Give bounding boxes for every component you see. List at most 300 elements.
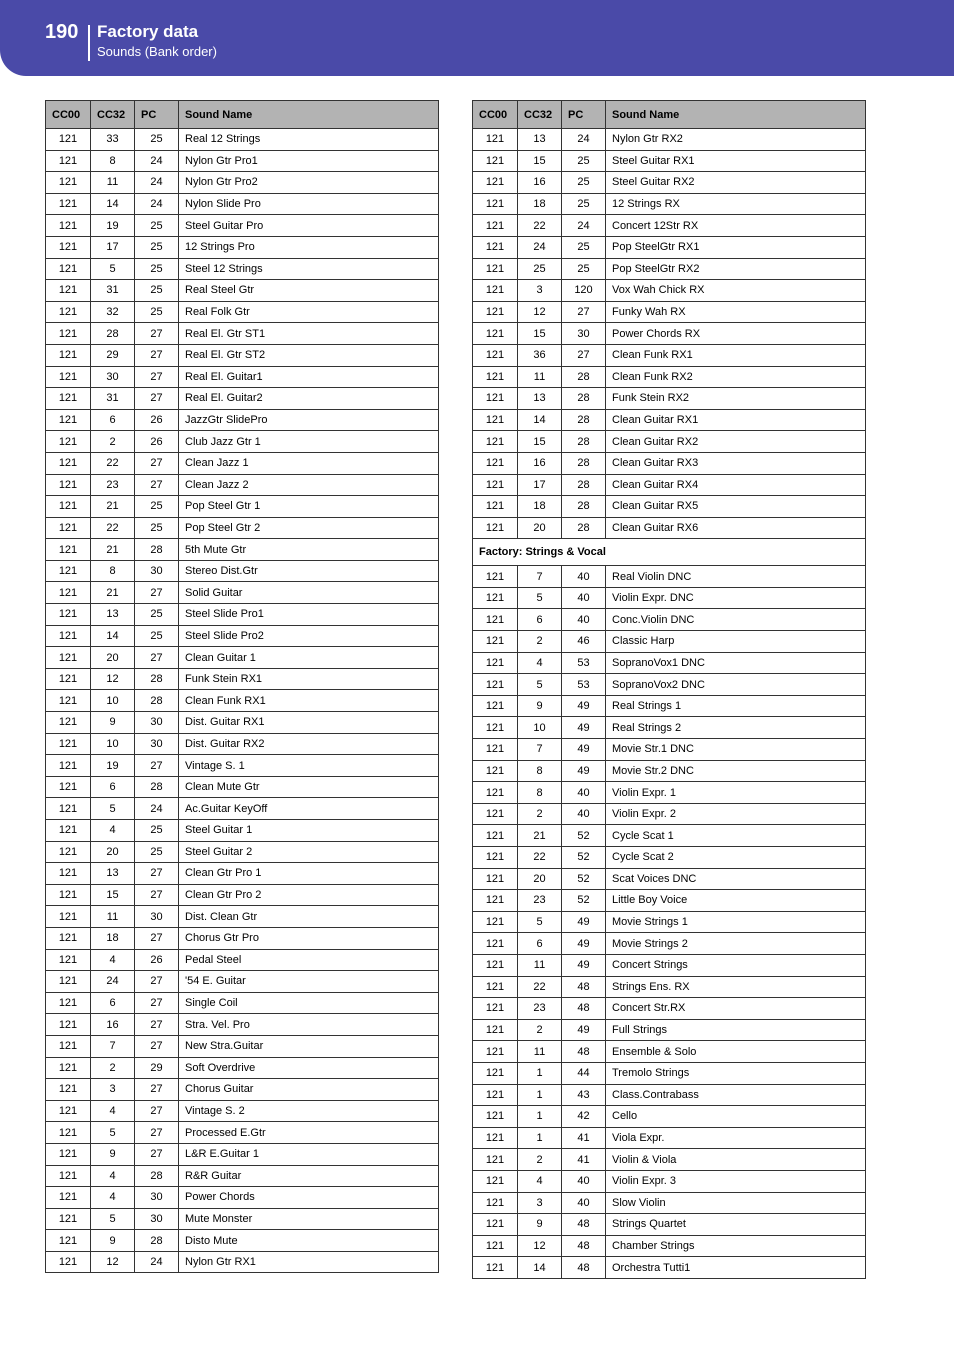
cell-pc: 27 — [135, 863, 179, 885]
table-row — [473, 1257, 866, 1279]
table-row — [473, 236, 866, 258]
cell-pc: 30 — [135, 733, 179, 755]
cell-pc: 48 — [562, 998, 606, 1020]
cell-cc00: 121 — [46, 1208, 91, 1230]
cell-cc00: 121 — [473, 1170, 518, 1192]
cell-sound-name: L&R E.Guitar 1 — [179, 1143, 439, 1165]
cell-sound-name: Funky Wah RX — [606, 301, 866, 323]
table-row — [46, 474, 439, 496]
cell-cc32: 4 — [91, 949, 135, 971]
cell-sound-name: Clean Guitar RX6 — [606, 517, 866, 539]
cell-sound-name: Movie Str.1 DNC — [606, 739, 866, 761]
cell-cc32: 5 — [91, 258, 135, 280]
page-title: Factory data — [97, 22, 199, 41]
cell-sound-name: Dist. Guitar RX1 — [179, 712, 439, 734]
table-row — [46, 1251, 439, 1273]
cell-sound-name: Movie Strings 2 — [606, 933, 866, 955]
cell-pc: 24 — [135, 798, 179, 820]
cell-cc00: 121 — [473, 674, 518, 696]
cell-cc00: 121 — [46, 1057, 91, 1079]
table-row — [473, 717, 866, 739]
cell-cc00: 121 — [473, 1084, 518, 1106]
cell-cc00: 121 — [46, 668, 91, 690]
cell-pc: 30 — [135, 712, 179, 734]
cell-cc00: 121 — [46, 150, 91, 172]
cell-cc00: 121 — [46, 863, 91, 885]
cell-pc: 40 — [562, 1170, 606, 1192]
cell-pc: 25 — [135, 625, 179, 647]
cell-sound-name: Dist. Guitar RX2 — [179, 733, 439, 755]
cell-pc: 25 — [135, 280, 179, 302]
table-row — [473, 587, 866, 609]
cell-cc32: 13 — [91, 863, 135, 885]
column-header-pc: PC — [562, 101, 606, 129]
table-row — [473, 1084, 866, 1106]
cell-sound-name: Clean Jazz 2 — [179, 474, 439, 496]
table-row — [473, 150, 866, 172]
table-row — [46, 560, 439, 582]
cell-cc00: 121 — [46, 301, 91, 323]
cell-cc00: 121 — [46, 1187, 91, 1209]
cell-cc00: 121 — [46, 690, 91, 712]
cell-pc: 40 — [562, 803, 606, 825]
cell-pc: 24 — [562, 215, 606, 237]
table-row — [46, 1187, 439, 1209]
table-row — [473, 193, 866, 215]
table-row — [473, 1192, 866, 1214]
cell-cc32: 12 — [91, 1251, 135, 1273]
cell-cc32: 5 — [518, 587, 562, 609]
table-row — [473, 998, 866, 1020]
cell-sound-name: Clean Jazz 1 — [179, 452, 439, 474]
cell-cc32: 1 — [518, 1084, 562, 1106]
cell-sound-name: Chorus Gtr Pro — [179, 927, 439, 949]
cell-cc32: 3 — [518, 280, 562, 302]
column-header-cc32: CC32 — [91, 101, 135, 129]
cell-cc32: 20 — [518, 868, 562, 890]
cell-cc32: 20 — [518, 517, 562, 539]
cell-pc: 27 — [135, 1122, 179, 1144]
table-row — [46, 431, 439, 453]
cell-pc: 25 — [562, 193, 606, 215]
cell-pc: 25 — [135, 215, 179, 237]
cell-cc00: 121 — [46, 992, 91, 1014]
cell-sound-name: Steel 12 Strings — [179, 258, 439, 280]
cell-cc32: 11 — [518, 366, 562, 388]
table-row — [473, 1149, 866, 1171]
cell-cc32: 6 — [518, 609, 562, 631]
cell-cc00: 121 — [473, 803, 518, 825]
cell-sound-name: Clean Funk RX2 — [606, 366, 866, 388]
cell-pc: 27 — [135, 323, 179, 345]
cell-cc32: 22 — [518, 215, 562, 237]
cell-pc: 28 — [135, 1165, 179, 1187]
cell-cc32: 2 — [518, 1149, 562, 1171]
cell-cc00: 121 — [473, 323, 518, 345]
cell-sound-name: Real Folk Gtr — [179, 301, 439, 323]
cell-cc00: 121 — [46, 971, 91, 993]
table-row — [473, 695, 866, 717]
cell-cc32: 31 — [91, 280, 135, 302]
cell-pc: 40 — [562, 609, 606, 631]
cell-cc32: 1 — [518, 1062, 562, 1084]
cell-pc: 27 — [562, 301, 606, 323]
table-row — [46, 236, 439, 258]
cell-pc: 30 — [135, 906, 179, 928]
cell-cc00: 121 — [46, 776, 91, 798]
cell-cc32: 13 — [91, 604, 135, 626]
cell-pc: 27 — [135, 1100, 179, 1122]
cell-cc32: 25 — [518, 258, 562, 280]
cell-pc: 46 — [562, 631, 606, 653]
cell-cc00: 121 — [46, 539, 91, 561]
cell-pc: 28 — [562, 517, 606, 539]
cell-cc00: 121 — [473, 976, 518, 998]
cell-sound-name: Slow Violin — [606, 1192, 866, 1214]
table-row — [46, 863, 439, 885]
cell-cc00: 121 — [473, 409, 518, 431]
cell-sound-name: Clean Funk RX1 — [606, 344, 866, 366]
cell-cc00: 121 — [473, 1214, 518, 1236]
table-row — [473, 847, 866, 869]
table-row — [473, 890, 866, 912]
category-row — [473, 539, 866, 566]
table-row — [46, 280, 439, 302]
cell-sound-name: R&R Guitar — [179, 1165, 439, 1187]
cell-sound-name: Clean Guitar 1 — [179, 647, 439, 669]
cell-cc00: 121 — [473, 1235, 518, 1257]
table-row — [46, 798, 439, 820]
cell-sound-name: Vox Wah Chick RX — [606, 280, 866, 302]
cell-cc00: 121 — [46, 1143, 91, 1165]
column-header-sound-name: Sound Name — [606, 101, 866, 129]
cell-pc: 40 — [562, 1192, 606, 1214]
cell-cc32: 5 — [91, 1208, 135, 1230]
table-row — [46, 625, 439, 647]
cell-pc: 27 — [135, 927, 179, 949]
cell-cc00: 121 — [46, 517, 91, 539]
cell-sound-name: Stra. Vel. Pro — [179, 1014, 439, 1036]
page-header — [0, 0, 954, 76]
cell-cc00: 121 — [46, 1014, 91, 1036]
cell-sound-name: Clean Gtr Pro 2 — [179, 884, 439, 906]
cell-sound-name: Violin & Viola — [606, 1149, 866, 1171]
cell-cc32: 9 — [518, 695, 562, 717]
table-row — [46, 949, 439, 971]
cell-cc00: 121 — [46, 1079, 91, 1101]
column-header-cc00: CC00 — [473, 101, 518, 129]
cell-pc: 48 — [562, 1041, 606, 1063]
cell-sound-name: Steel Guitar 1 — [179, 820, 439, 842]
cell-cc32: 6 — [91, 776, 135, 798]
cell-sound-name: Steel Guitar RX2 — [606, 172, 866, 194]
table-row — [46, 604, 439, 626]
cell-pc: 27 — [135, 884, 179, 906]
table-row — [473, 868, 866, 890]
cell-pc: 28 — [135, 539, 179, 561]
cell-pc: 41 — [562, 1149, 606, 1171]
cell-pc: 49 — [562, 911, 606, 933]
cell-cc00: 121 — [46, 452, 91, 474]
cell-cc00: 121 — [46, 604, 91, 626]
cell-cc00: 121 — [46, 474, 91, 496]
cell-cc32: 9 — [91, 1230, 135, 1252]
cell-sound-name: Funk Stein RX2 — [606, 388, 866, 410]
cell-cc32: 4 — [91, 1187, 135, 1209]
cell-cc32: 5 — [91, 798, 135, 820]
cell-cc00: 121 — [46, 647, 91, 669]
cell-pc: 28 — [135, 668, 179, 690]
table-row — [46, 647, 439, 669]
cell-sound-name: Real Steel Gtr — [179, 280, 439, 302]
cell-pc: 27 — [135, 755, 179, 777]
cell-cc00: 121 — [473, 587, 518, 609]
table-row — [46, 452, 439, 474]
cell-pc: 44 — [562, 1062, 606, 1084]
cell-sound-name: '54 E. Guitar — [179, 971, 439, 993]
cell-pc: 27 — [135, 452, 179, 474]
cell-pc: 28 — [562, 366, 606, 388]
cell-cc00: 121 — [473, 452, 518, 474]
cell-sound-name: Concert Strings — [606, 954, 866, 976]
table-row — [46, 366, 439, 388]
cell-cc00: 121 — [473, 193, 518, 215]
table-row — [46, 517, 439, 539]
cell-cc00: 121 — [473, 1257, 518, 1279]
cell-cc32: 6 — [91, 409, 135, 431]
cell-cc32: 5 — [518, 674, 562, 696]
cell-pc: 48 — [562, 1257, 606, 1279]
cell-sound-name: Funk Stein RX1 — [179, 668, 439, 690]
cell-pc: 30 — [562, 323, 606, 345]
cell-sound-name: Nylon Gtr Pro1 — [179, 150, 439, 172]
cell-cc32: 4 — [518, 652, 562, 674]
cell-sound-name: Power Chords — [179, 1187, 439, 1209]
table-row — [473, 344, 866, 366]
cell-sound-name: Single Coil — [179, 992, 439, 1014]
table-row — [46, 539, 439, 561]
cell-sound-name: Clean Funk RX1 — [179, 690, 439, 712]
cell-cc32: 15 — [91, 884, 135, 906]
table-row — [473, 803, 866, 825]
cell-sound-name: Real El. Gtr ST1 — [179, 323, 439, 345]
cell-pc: 27 — [135, 647, 179, 669]
cell-sound-name: Dist. Clean Gtr — [179, 906, 439, 928]
cell-pc: 49 — [562, 954, 606, 976]
cell-cc32: 5 — [518, 911, 562, 933]
table-row — [473, 474, 866, 496]
cell-cc32: 16 — [518, 452, 562, 474]
cell-pc: 28 — [562, 496, 606, 518]
cell-sound-name: Steel Slide Pro2 — [179, 625, 439, 647]
table-row — [46, 344, 439, 366]
cell-pc: 25 — [562, 172, 606, 194]
table-row — [46, 1079, 439, 1101]
cell-cc00: 121 — [46, 1165, 91, 1187]
cell-cc00: 121 — [46, 215, 91, 237]
table-row — [46, 733, 439, 755]
cell-cc32: 17 — [518, 474, 562, 496]
table-row — [46, 1057, 439, 1079]
cell-pc: 27 — [135, 1035, 179, 1057]
cell-cc32: 11 — [518, 954, 562, 976]
cell-sound-name: SopranoVox2 DNC — [606, 674, 866, 696]
table-row — [473, 631, 866, 653]
cell-cc00: 121 — [473, 301, 518, 323]
table-row — [473, 1041, 866, 1063]
cell-cc32: 14 — [518, 409, 562, 431]
column-header-cc00: CC00 — [46, 101, 91, 129]
table-row — [46, 388, 439, 410]
cell-cc32: 14 — [91, 193, 135, 215]
column-header-cc32: CC32 — [518, 101, 562, 129]
table-row — [46, 1208, 439, 1230]
cell-sound-name: Steel Guitar Pro — [179, 215, 439, 237]
table-row — [473, 129, 866, 151]
cell-cc00: 121 — [46, 906, 91, 928]
cell-cc00: 121 — [473, 998, 518, 1020]
cell-cc00: 121 — [473, 517, 518, 539]
cell-sound-name: Chamber Strings — [606, 1235, 866, 1257]
table-row — [46, 668, 439, 690]
cell-sound-name: Class.Contrabass — [606, 1084, 866, 1106]
cell-sound-name: Steel Guitar RX1 — [606, 150, 866, 172]
cell-cc32: 10 — [91, 733, 135, 755]
table-row — [46, 150, 439, 172]
cell-cc32: 11 — [518, 1041, 562, 1063]
cell-sound-name: Real Violin DNC — [606, 566, 866, 588]
cell-pc: 26 — [135, 409, 179, 431]
cell-pc: 40 — [562, 587, 606, 609]
cell-cc00: 121 — [473, 1127, 518, 1149]
cell-cc32: 22 — [518, 976, 562, 998]
cell-cc00: 121 — [473, 739, 518, 761]
cell-sound-name: Pedal Steel — [179, 949, 439, 971]
cell-pc: 25 — [135, 301, 179, 323]
cell-pc: 41 — [562, 1127, 606, 1149]
cell-pc: 27 — [135, 1143, 179, 1165]
cell-cc00: 121 — [46, 280, 91, 302]
cell-cc00: 121 — [46, 172, 91, 194]
cell-cc00: 121 — [473, 496, 518, 518]
table-row — [46, 193, 439, 215]
cell-sound-name: Disto Mute — [179, 1230, 439, 1252]
cell-cc00: 121 — [473, 236, 518, 258]
cell-cc00: 121 — [46, 496, 91, 518]
cell-cc32: 11 — [91, 906, 135, 928]
cell-cc32: 24 — [518, 236, 562, 258]
cell-pc: 25 — [135, 129, 179, 151]
cell-cc00: 121 — [473, 1062, 518, 1084]
cell-cc32: 4 — [518, 1170, 562, 1192]
cell-sound-name: Nylon Gtr RX2 — [606, 129, 866, 151]
cell-cc32: 12 — [518, 1235, 562, 1257]
table-row — [46, 582, 439, 604]
table-row — [473, 782, 866, 804]
table-row — [473, 1106, 866, 1128]
cell-cc00: 121 — [46, 258, 91, 280]
cell-pc: 27 — [135, 366, 179, 388]
cell-cc32: 4 — [91, 820, 135, 842]
category-label: Factory: Strings & Vocal — [473, 539, 866, 566]
cell-cc00: 121 — [46, 193, 91, 215]
page-number: 190 — [45, 21, 79, 43]
cell-sound-name: Steel Slide Pro1 — [179, 604, 439, 626]
cell-cc00: 121 — [473, 150, 518, 172]
cell-sound-name: Violin Expr. 3 — [606, 1170, 866, 1192]
cell-cc00: 121 — [46, 560, 91, 582]
cell-sound-name: 5th Mute Gtr — [179, 539, 439, 561]
table-row — [473, 825, 866, 847]
cell-sound-name: Concert Str.RX — [606, 998, 866, 1020]
cell-sound-name: Real Strings 2 — [606, 717, 866, 739]
cell-cc00: 121 — [473, 1019, 518, 1041]
cell-cc32: 2 — [518, 803, 562, 825]
cell-pc: 25 — [562, 236, 606, 258]
cell-sound-name: Processed E.Gtr — [179, 1122, 439, 1144]
cell-cc00: 121 — [46, 733, 91, 755]
cell-sound-name: Club Jazz Gtr 1 — [179, 431, 439, 453]
cell-pc: 28 — [562, 452, 606, 474]
cell-sound-name: Clean Gtr Pro 1 — [179, 863, 439, 885]
table-row — [473, 280, 866, 302]
cell-cc00: 121 — [46, 712, 91, 734]
cell-sound-name: Conc.Violin DNC — [606, 609, 866, 631]
cell-sound-name: Cycle Scat 1 — [606, 825, 866, 847]
cell-sound-name: Movie Str.2 DNC — [606, 760, 866, 782]
table-row — [473, 911, 866, 933]
cell-sound-name: Solid Guitar — [179, 582, 439, 604]
cell-cc32: 19 — [91, 215, 135, 237]
cell-pc: 28 — [562, 388, 606, 410]
cell-pc: 27 — [135, 1079, 179, 1101]
table-row — [46, 172, 439, 194]
cell-cc00: 121 — [46, 1035, 91, 1057]
cell-cc00: 121 — [46, 1251, 91, 1273]
cell-pc: 27 — [135, 388, 179, 410]
cell-pc: 24 — [135, 193, 179, 215]
cell-cc32: 18 — [91, 927, 135, 949]
table-row — [473, 1235, 866, 1257]
cell-cc00: 121 — [46, 927, 91, 949]
cell-pc: 27 — [135, 344, 179, 366]
cell-sound-name: Steel Guitar 2 — [179, 841, 439, 863]
cell-cc32: 20 — [91, 647, 135, 669]
cell-pc: 30 — [135, 1208, 179, 1230]
cell-sound-name: Real 12 Strings — [179, 129, 439, 151]
cell-sound-name: Clean Mute Gtr — [179, 776, 439, 798]
cell-pc: 52 — [562, 847, 606, 869]
cell-sound-name: Nylon Slide Pro — [179, 193, 439, 215]
cell-cc32: 16 — [518, 172, 562, 194]
cell-cc00: 121 — [46, 582, 91, 604]
cell-cc32: 23 — [518, 998, 562, 1020]
cell-cc00: 121 — [46, 366, 91, 388]
cell-cc32: 16 — [91, 1014, 135, 1036]
cell-pc: 30 — [135, 560, 179, 582]
cell-sound-name: Clean Guitar RX5 — [606, 496, 866, 518]
table-row — [46, 820, 439, 842]
table-row — [473, 1127, 866, 1149]
table-row — [46, 323, 439, 345]
table-row — [473, 409, 866, 431]
cell-cc00: 121 — [473, 825, 518, 847]
cell-cc32: 6 — [91, 992, 135, 1014]
cell-pc: 28 — [562, 431, 606, 453]
page-subtitle: Sounds (Bank order) — [97, 44, 217, 59]
cell-sound-name: Real El. Guitar1 — [179, 366, 439, 388]
cell-sound-name: Clean Guitar RX2 — [606, 431, 866, 453]
